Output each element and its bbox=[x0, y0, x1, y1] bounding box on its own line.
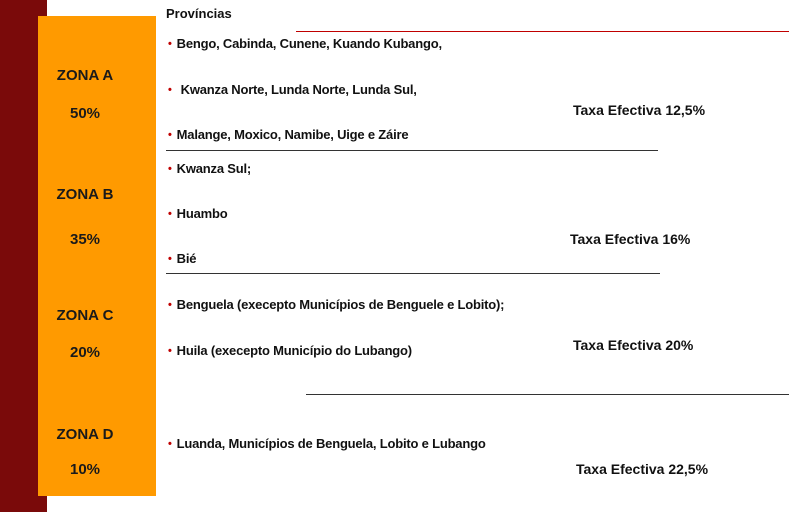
bullet-icon: • bbox=[168, 163, 172, 175]
bullet-icon: • bbox=[168, 345, 172, 357]
zone-a-province-2: • Kwanza Norte, Lunda Norte, Lunda Sul, bbox=[168, 82, 417, 97]
zone-a-label: ZONA A bbox=[56, 67, 114, 84]
zone-d-province-1: • Luanda, Municípios de Benguela, Lobito e Lubango bbox=[168, 436, 486, 451]
zone-d-label: ZONA D bbox=[56, 426, 114, 443]
zone-c-percent: 20% bbox=[69, 344, 101, 361]
bullet-icon: • bbox=[168, 253, 172, 265]
zone-b-province-2: • Huambo bbox=[168, 206, 228, 221]
zone-c-province-2: • Huila (execepto Município do Lubango) bbox=[168, 343, 412, 358]
zone-c-d-divider bbox=[306, 394, 789, 395]
provinces-heading: Províncias bbox=[166, 6, 232, 21]
zone-b-c-divider bbox=[166, 273, 660, 274]
zone-c-label: ZONA C bbox=[56, 307, 114, 324]
zone-a-province-1: • Bengo, Cabinda, Cunene, Kuando Kubango, bbox=[168, 36, 442, 51]
zone-b-label: ZONA B bbox=[56, 186, 114, 203]
zone-b-province-1: • Kwanza Sul; bbox=[168, 161, 252, 176]
zone-a-percent: 50% bbox=[69, 105, 101, 122]
bullet-icon: • bbox=[168, 38, 172, 50]
zone-a-b-divider bbox=[166, 150, 658, 151]
bullet-icon: • bbox=[168, 299, 172, 311]
zone-b-province-3: • Bié bbox=[168, 251, 197, 266]
top-red-rule bbox=[296, 31, 789, 32]
zone-c-province-1: • Benguela (execepto Municípios de Benguele e Lobito); bbox=[168, 297, 505, 312]
zone-d-percent: 10% bbox=[69, 461, 101, 478]
bullet-icon: • bbox=[168, 438, 172, 450]
zone-a-tax: Taxa Efectiva 12,5% bbox=[573, 102, 706, 118]
bullet-icon: • bbox=[168, 129, 172, 141]
bullet-icon: • bbox=[168, 84, 172, 96]
bullet-icon: • bbox=[168, 208, 172, 220]
zone-column bbox=[38, 16, 156, 496]
zone-c-tax: Taxa Efectiva 20% bbox=[573, 337, 694, 353]
zone-b-tax: Taxa Efectiva 16% bbox=[570, 231, 691, 247]
zone-b-percent: 35% bbox=[69, 231, 101, 248]
zone-a-province-3: • Malange, Moxico, Namibe, Uige e Záire bbox=[168, 127, 409, 142]
zone-d-tax: Taxa Efectiva 22,5% bbox=[576, 461, 709, 477]
